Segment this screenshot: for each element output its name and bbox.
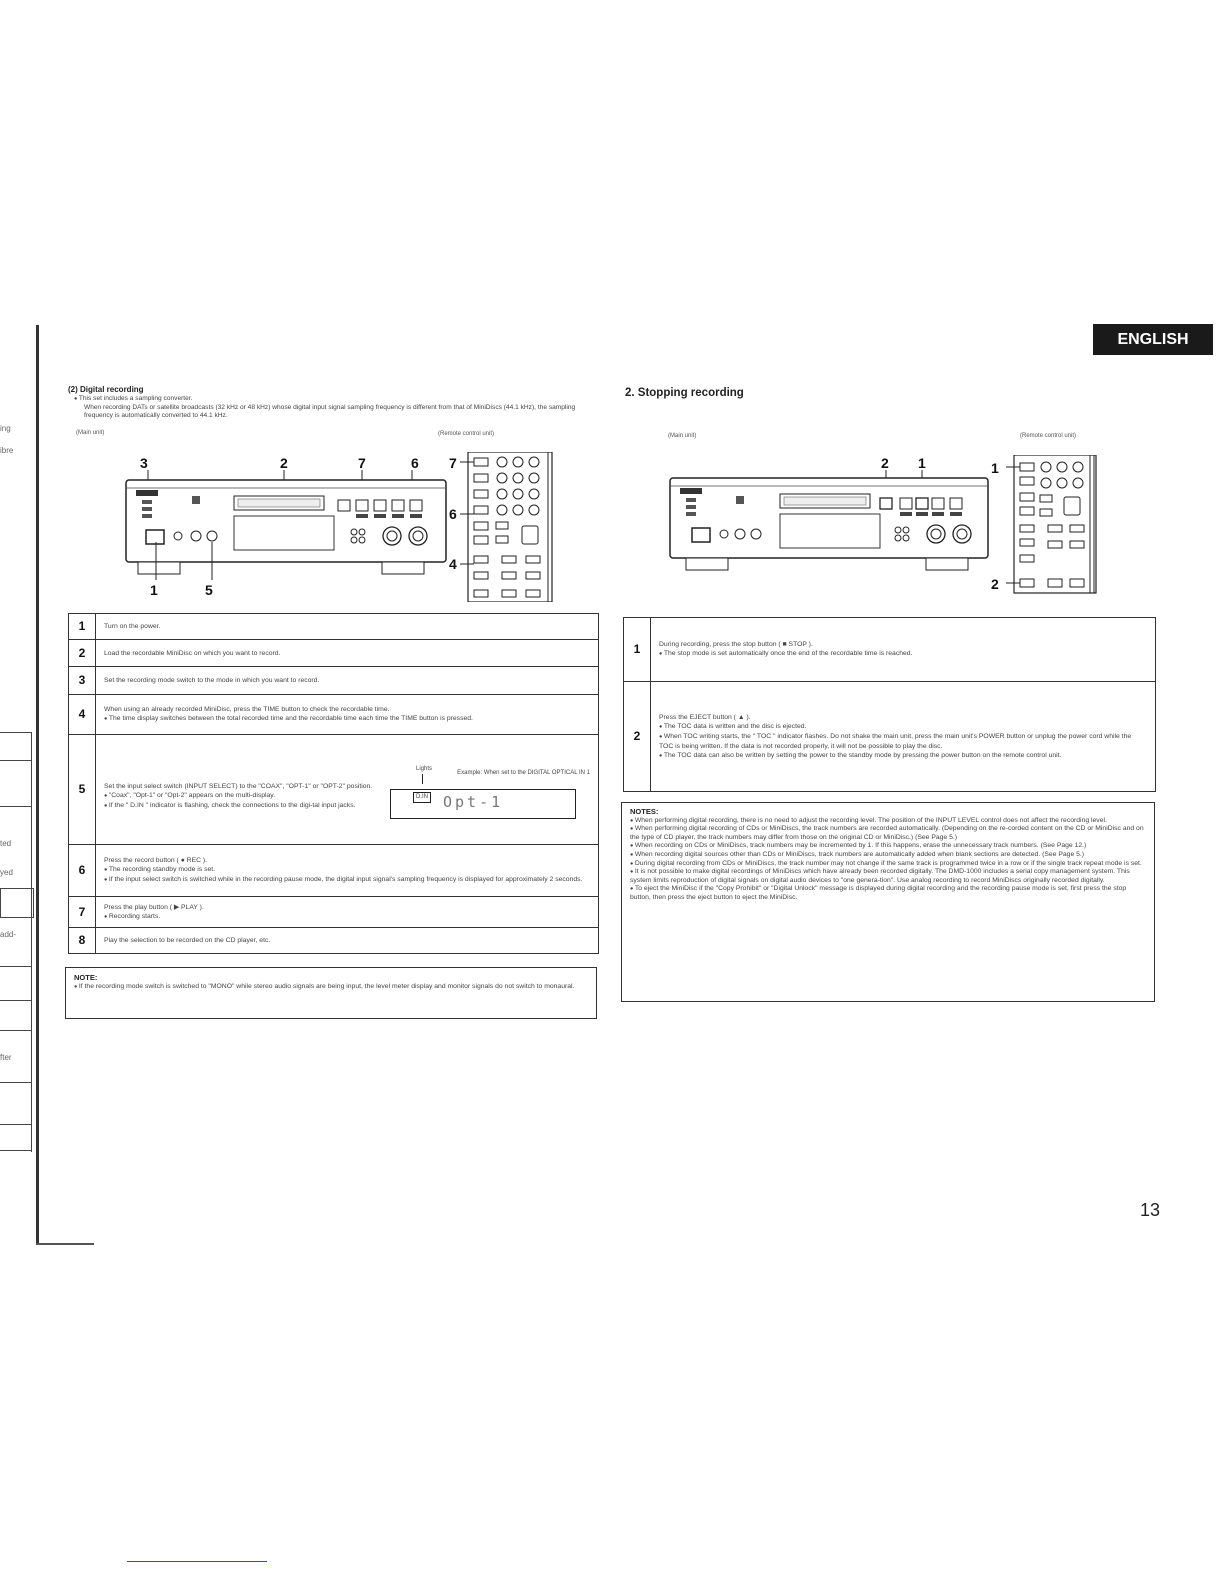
step-bullet: ● The stop mode is set automatically once the end of the recordable time is reached. [659, 649, 1147, 659]
step-text: Play the selection to be recorded on the CD player, etc. [96, 928, 599, 954]
callout-remote-6: 6 [449, 506, 457, 522]
margin-rule [0, 1124, 32, 1125]
callout-2: 2 [881, 455, 889, 471]
example-caption: Example: When set to the DIGITAL OPTICAL IN 1 [457, 769, 590, 776]
left-steps-table [68, 613, 599, 954]
step-row [69, 928, 599, 954]
step-text: Press the record button ( ● REC ). [104, 857, 208, 864]
callout-5: 5 [205, 582, 213, 598]
note-bullet: ● To eject the MiniDisc if the "Copy Prohibit" or "Digital Unlock" message is displayed during digital recording and the recording pause mode is set, first press the stop button, then press the eject button to eject the MiniDisc. [630, 885, 1146, 902]
callout-7: 7 [358, 455, 366, 471]
margin-rule [0, 806, 32, 807]
margin-fragment: yed [0, 868, 13, 877]
note-bullet: ● It is not possible to make digital recordings of MiniDiscs which have already been recorded digitally. The DMD-1000 includes a serial copy management system. This system limits reproduction of digital signals on digital audio devices to "one genera-tion". Use analog recording to record MiniDiscs originally recorded digitally. [630, 868, 1146, 885]
note-box [65, 967, 597, 1019]
lights-label: Lights [416, 766, 433, 772]
margin-rule [0, 1000, 32, 1001]
section-title: 2. Stopping recording [625, 387, 744, 399]
margin-fragment: ibre [0, 446, 14, 455]
step-text: Set the recording mode switch to the mode in which you want to record. [96, 667, 599, 695]
margin-fragment: fter [0, 1053, 12, 1062]
binding-edge [36, 325, 39, 1245]
step-row [69, 897, 599, 928]
notes-title: NOTES: [630, 807, 659, 816]
margin-rule [0, 1150, 32, 1151]
remote-caption: (Remote control unit) [1020, 433, 1077, 439]
remote-caption: (Remote control unit) [438, 431, 495, 437]
margin-rule [0, 966, 32, 967]
step-bullet: ● If the input select switch is switched while in the recording pause mode, the digital input signal's sampling frequency is displayed for approximately 2 seconds. [104, 875, 590, 885]
right-steps-table [623, 617, 1156, 792]
step-bullet: ● Recording starts. [104, 912, 590, 922]
step-bullet: ● The TOC data can also be written by setting the power to the standby mode by pressing the power button on the remote control unit. [659, 751, 1147, 761]
display-text: Opt-1 [443, 793, 504, 811]
main-unit-illustration [664, 452, 1004, 582]
callout-1: 1 [918, 455, 926, 471]
step-row [69, 667, 599, 695]
margin-fragment: ing [0, 424, 11, 433]
step-number: 8 [69, 928, 96, 954]
margin-rule [0, 732, 32, 733]
margin-fragment: ted [0, 839, 12, 848]
step-row [69, 735, 599, 845]
note-bullet: ● When recording on CDs or MiniDiscs, track numbers may be incremented by 1. If this happens, erase the unnecessary track numbers. (See Page 12.) [630, 842, 1146, 851]
note-title: NOTE: [74, 973, 98, 982]
remote-callout-arrows [1000, 455, 1024, 595]
callout-6: 6 [411, 455, 419, 471]
section-title: (2) Digital recording [68, 385, 144, 394]
language-tab: ENGLISH [1093, 324, 1213, 355]
note-bullet: ● When performing digital recording of CDs or MiniDiscs, the track numbers are recorded automatically. (Depending on the re-corded content on the CD or MiniDisc and on the type of CD player, the track numbers may differ from those on the original CD or MiniDisc.) (See Page 5.) [630, 825, 1146, 842]
note-bullet: ● When recording digital sources other than CDs or MiniDiscs, track numbers are automatically added when blank sections are detected. (See Page 5.) [630, 851, 1146, 860]
main-unit-caption: (Main unit) [76, 430, 105, 436]
step-row [69, 845, 599, 897]
bottom-rule [127, 1561, 267, 1562]
margin-fragment: add- [0, 930, 17, 939]
step-bullet: ● "Coax", "Opt-1" or "Opt-2" appears on the multi-display. [104, 791, 394, 801]
callout-remote-1: 1 [991, 460, 999, 476]
step-number: 1 [69, 614, 96, 640]
main-unit-caption: (Main unit) [668, 433, 697, 439]
margin-rule [0, 1082, 32, 1083]
callout-remote-4: 4 [449, 556, 457, 572]
step-number: 2 [624, 682, 651, 792]
intro-bullet: ● This set includes a sampling converter. [74, 395, 604, 404]
step-number: 4 [69, 695, 96, 735]
din-indicator: D.IN [413, 792, 431, 803]
step-bullet: ● If the " D.IN " indicator is flashing, check the connections to the digi-tal input jacks. [104, 801, 389, 811]
margin-rule [0, 1030, 32, 1031]
step-number: 6 [69, 845, 96, 897]
step-text: Load the recordable MiniDisc on which you want to record. [96, 640, 599, 667]
step-bullet: ● When TOC writing starts, the " TOC " indicator flashes. Do not shake the main unit, press the main unit's POWER button or unplug the power cord while the TOC is being written. If the data is not recorded properly, it will not be possible to play the disc. [659, 732, 1147, 751]
step-row [624, 682, 1156, 792]
callout-1: 1 [150, 582, 158, 598]
step-text: Set the input select switch (INPUT SELECT) to the "COAX", "OPT-1" or "OPT-2" position. [104, 782, 373, 790]
margin-rule [31, 732, 32, 1152]
binding-edge-foot [36, 1243, 94, 1245]
callout-2: 2 [280, 455, 288, 471]
step-number: 2 [69, 640, 96, 667]
margin-rule [0, 760, 32, 761]
step-row [69, 640, 599, 667]
note-bullet: ● During digital recording from CDs or MiniDiscs, the track number may not change if the same track is programmed twice in a row or if the single track repeat mode is set. [630, 860, 1146, 869]
notes-box [621, 802, 1155, 1002]
lights-arrow [422, 774, 423, 784]
step-row [69, 695, 599, 735]
step-number: 7 [69, 897, 96, 928]
step-bullet: ● The TOC data is written and the disc is ejected. [659, 722, 1147, 732]
step-number: 5 [69, 735, 96, 845]
step-text: Press the play button ( ▶ PLAY ). [104, 903, 204, 911]
step-row [69, 614, 599, 640]
step-bullet: ● The time display switches between the total recorded time and the recordable time each time the TIME button is pressed. [104, 714, 590, 724]
step-row [624, 618, 1156, 682]
step-number: 1 [624, 618, 651, 682]
step-text: Turn on the power. [96, 614, 599, 640]
callout-remote-2: 2 [991, 576, 999, 592]
page-number: 13 [1140, 1200, 1161, 1220]
step-bullet: ● The recording standby mode is set. [104, 865, 590, 875]
multi-display [390, 789, 576, 819]
callout-remote-7: 7 [449, 455, 457, 471]
remote-illustration [1012, 455, 1100, 595]
intro-text: When recording DATs or satellite broadcasts (32 kHz or 48 kHz) whose digital input signal sampling frequency is different from that of MiniDiscs (44.1 kHz), the sampling frequency is automatically converted to 44.1 kHz. [84, 403, 576, 420]
step-text: During recording, press the stop button ( ■ STOP ). [659, 641, 813, 648]
margin-box [0, 888, 34, 918]
note-bullet: ● If the recording mode switch is switched to "MONO" while stereo audio signals are being input, the level meter display and monitor signals do not switch to monaural. [74, 982, 588, 992]
note-bullet: ● When performing digital recording, there is no need to adjust the recording level. The position of the INPUT LEVEL control does not affect the recording level. [630, 817, 1146, 826]
step-text: Press the EJECT button ( ▲ ). [659, 713, 751, 721]
remote-illustration [466, 452, 558, 602]
step-text: When using an already recorded MiniDisc, press the TIME button to check the recordable time. [104, 706, 390, 713]
step-number: 3 [69, 667, 96, 695]
intro-block [74, 395, 604, 421]
callout-3: 3 [140, 455, 148, 471]
